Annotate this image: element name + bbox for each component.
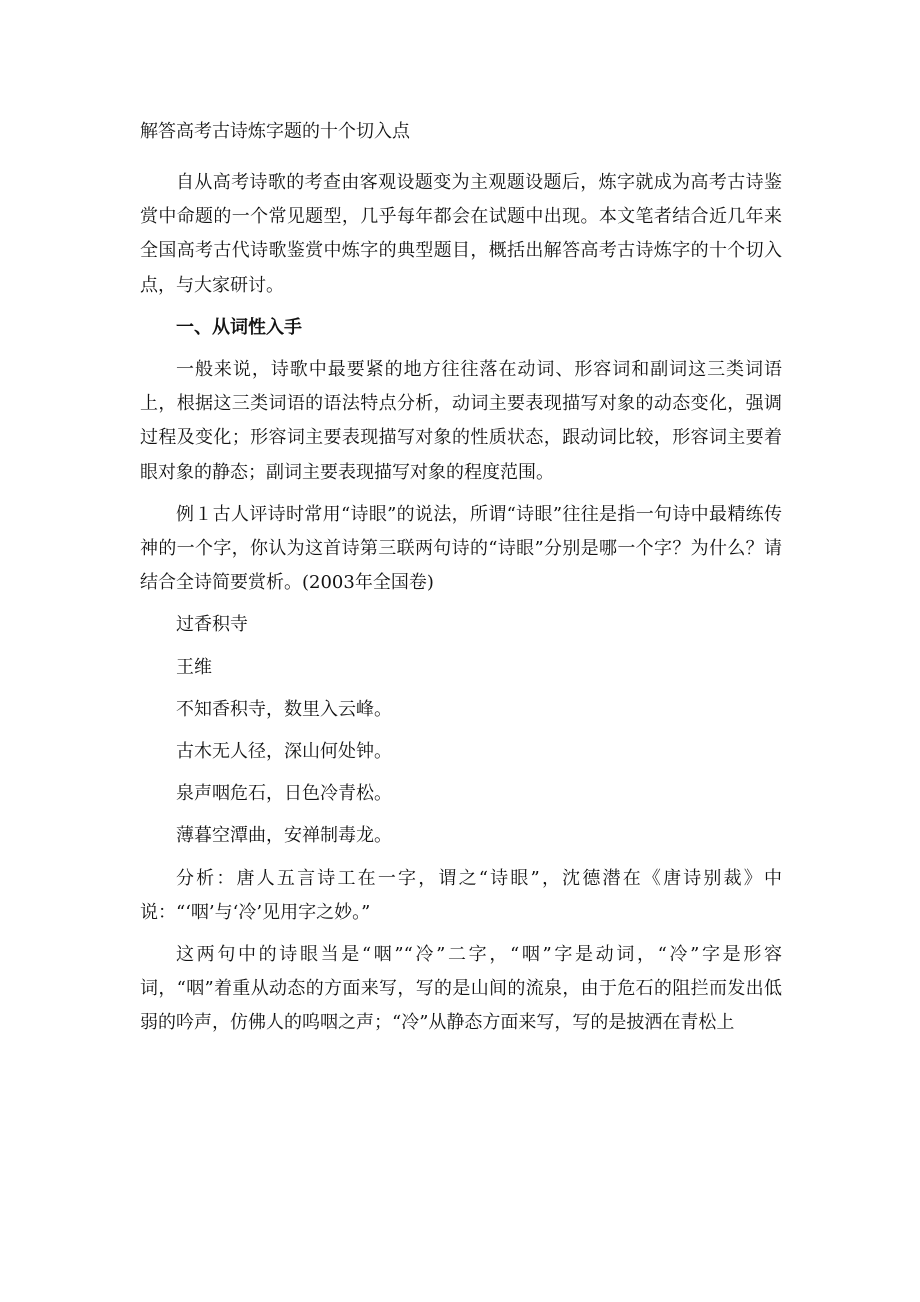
poem-title: 过香积寺 xyxy=(176,614,248,636)
analysis-paragraph: 这两句中的诗眼当是“咽”“冷”二字，“咽”字是动词，“冷”字是形容词，“咽”着重从动态的方面来写，写的是山间的流泉，由于危石的阻拦而发出低弱的吟声，仿佛人的呜咽之声；“冷”从静态方面来写，写的是披洒在青松上 xyxy=(140,944,782,1034)
poem-line: 泉声咽危石，日色冷青松。 xyxy=(176,783,392,805)
document-body xyxy=(140,166,782,1041)
poem-line: 古木无人径，深山何处钟。 xyxy=(176,741,392,763)
poem-line: 不知香积寺，数里入云峰。 xyxy=(176,698,392,720)
section-paragraph: 一般来说，诗歌中最要紧的地方往往落在动词、形容词和副词这三类词语上，根据这三类词语的语法特点分析，动词主要表现描写对象的动态变化，强调过程及变化；形容词主要表现描写对象的性质状态，跟动词比较，形容词主要着眼对象的静态；副词主要表现描写对象的程度范围。 xyxy=(140,359,782,483)
poem-author: 王维 xyxy=(176,656,212,678)
example-paragraph: 例１古人评诗时常用“诗眼”的说法，所谓“诗眼”往往是指一句诗中最精练传神的一个字，你认为这首诗第三联两句诗的“诗眼”分别是哪一个字？为什么？请结合全诗简要赏析。(2003年全国卷) xyxy=(140,503,782,594)
document-title: 解答高考古诗炼字题的十个切入点 xyxy=(140,121,410,142)
section-heading: 一、从词性入手 xyxy=(176,316,302,338)
poem-line: 薄暮空潭曲，安禅制毒龙。 xyxy=(176,825,392,847)
intro-paragraph: 自从高考诗歌的考查由客观设题变为主观题设题后，炼字就成为高考古诗鉴赏中命题的一个常见题型，几乎每年都会在试题中出现。本文笔者结合近几年来全国高考古代诗歌鉴赏中炼字的典型题目，概括出解答高考古诗炼字的十个切入点，与大家研讨。 xyxy=(140,172,782,296)
analysis-paragraph: 分析：唐人五言诗工在一字，谓之“诗眼”，沈德潜在《唐诗别裁》中说：“‘咽’与‘冷’见用字之妙。” xyxy=(140,867,782,923)
